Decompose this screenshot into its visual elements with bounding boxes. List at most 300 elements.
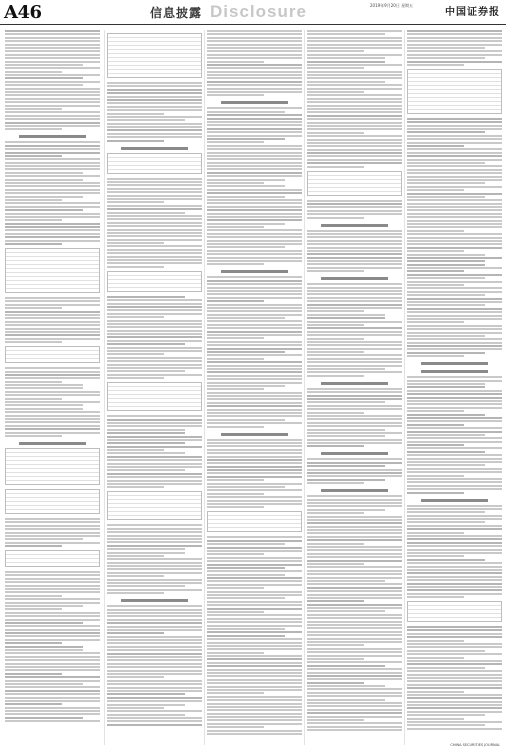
text-line [107,524,202,526]
text-line [407,315,502,317]
text-line [207,638,302,640]
text-line [307,398,402,400]
text-line [107,215,202,217]
text-line [207,257,302,259]
text-line [5,632,100,634]
text-line [407,206,502,208]
text-line [107,367,202,369]
text-line [407,593,502,595]
table-row [108,74,201,77]
text-line [307,54,402,56]
text-line [207,199,302,201]
data-table [107,491,202,520]
text-line [407,721,502,723]
text-line [307,429,385,431]
text-line [407,237,502,239]
text-line [307,260,402,262]
text-line [107,446,202,448]
text-line [107,589,202,591]
section-heading [221,433,288,436]
text-line [5,669,100,671]
data-table [407,601,502,622]
text-line [307,495,402,497]
text-line [407,481,502,483]
text-line [107,592,164,594]
text-line [407,485,502,487]
text-line [407,636,502,638]
text-line [5,381,62,383]
text-line [207,594,302,596]
table-row [6,510,99,513]
text-line [5,377,100,379]
text-line [107,558,202,560]
text-line [107,531,202,533]
text-line [207,452,302,454]
text-line [407,471,502,473]
text-line [107,552,185,554]
text-line [5,33,100,35]
text-line [5,710,100,712]
text-line [5,707,100,709]
text-line [5,408,83,410]
text-line [307,304,402,306]
text-line [307,627,402,629]
text-line [107,330,202,332]
text-line [307,570,402,572]
text-line [107,109,202,111]
text-line [407,196,485,198]
text-line [107,717,202,719]
text-line [207,300,264,302]
text-line [207,553,264,555]
text-line [5,619,100,621]
text-line [207,713,302,715]
text-line [307,236,402,238]
text-line [107,266,164,268]
text-line [5,686,100,688]
text-line [107,568,202,570]
text-line [307,479,385,481]
text-line [5,338,100,340]
text-line [407,434,485,436]
text-line [307,283,402,285]
text-line [207,543,285,545]
text-line [207,54,302,56]
text-line [307,648,402,650]
text-line [307,74,402,76]
text-line [207,540,302,542]
text-line [307,519,402,521]
text-line [207,703,302,705]
text-line [5,40,100,42]
text-line [407,376,502,378]
text-line [307,432,402,434]
text-line [307,142,402,144]
text-line [307,631,402,633]
text-line [207,658,302,660]
text-line [407,626,502,628]
text-line [207,165,302,167]
text-line [307,139,402,141]
text-line [407,464,485,466]
data-table [107,33,202,78]
text-line [407,355,464,357]
text-line [207,61,264,63]
text-line [407,677,502,679]
text-line [5,595,62,597]
text-line [5,629,100,631]
text-line [207,162,302,164]
text-line [107,459,202,461]
text-line [207,378,302,380]
text-line [207,462,302,464]
text-line [307,30,402,32]
text-line [407,125,502,127]
text-line [307,705,402,707]
text-line [107,360,202,362]
text-line [207,179,285,181]
text-line [207,489,302,491]
text-line [407,118,502,120]
text-line [107,442,185,444]
text-line [407,538,502,540]
column-divider [204,30,205,745]
text-line [307,472,402,474]
text-line [207,30,302,32]
text-line [307,458,402,460]
text-line [5,209,83,211]
text-line [207,618,302,620]
text-line [407,586,502,588]
text-line [307,560,402,562]
text-line [107,704,185,706]
text-line [307,327,402,329]
text-line [307,368,385,370]
text-line [5,697,100,699]
text-line [307,658,364,660]
text-line [207,121,302,123]
text-line [107,724,202,726]
text-line [307,98,402,100]
text-line [407,264,485,266]
text-line [5,642,62,644]
text-line [207,287,302,289]
text-line [307,334,402,336]
text-line [5,304,100,306]
text-line [407,186,502,188]
text-line [107,353,164,355]
table-row [6,289,99,292]
text-line [207,567,285,569]
text-line [107,653,202,655]
text-line [207,226,264,228]
text-line [307,50,364,52]
text-line [407,348,502,350]
text-line [5,223,100,225]
text-line [107,316,164,318]
text-line [307,587,402,589]
newspaper-logo: 中国证券报 [445,7,500,18]
text-line [407,718,464,720]
page-footer: CHINA SECURITIES JOURNAL [450,743,500,747]
text-line [5,622,83,624]
text-line [107,582,202,584]
text-line [307,475,402,477]
text-line [207,733,302,735]
section-heading [221,101,288,104]
text-line [107,239,202,241]
text-line [107,707,164,709]
text-line [5,384,83,386]
column-divider [404,30,405,745]
text-line [5,125,100,127]
text-line [307,597,402,599]
text-line [307,135,402,137]
text-line [407,528,502,530]
text-line [407,403,502,405]
text-line [407,37,502,39]
text-line [5,158,100,160]
text-line [5,74,100,76]
text-line [407,61,502,63]
text-line [5,700,100,702]
text-line [5,666,100,668]
text-line [307,344,402,346]
text-line [207,145,302,147]
text-line [307,675,402,677]
text-line [207,584,302,586]
text-line [307,678,402,680]
text-line [407,298,502,300]
masthead [0,0,506,25]
text-line [207,580,302,582]
text-line [307,341,402,343]
text-line [407,447,502,449]
text-line [207,223,285,225]
text-line [307,465,385,467]
text-line [5,145,100,147]
text-line [407,386,485,388]
text-line [407,663,502,665]
text-line [107,666,202,668]
text-line [307,149,402,151]
text-line [407,505,502,507]
text-line [407,131,485,133]
text-line [207,304,302,306]
text-line [407,284,464,286]
text-line [107,687,202,689]
text-line [307,655,402,657]
text-line [5,608,62,610]
text-line [207,500,302,502]
text-line [207,88,302,90]
text-line [107,555,164,557]
text-line [207,493,264,495]
text-line [307,556,402,558]
text-line [107,313,202,315]
text-line [307,307,402,309]
text-line [307,482,364,484]
text-line [5,206,100,208]
text-line [5,98,100,100]
text-line [407,30,502,32]
text-line [307,348,402,350]
text-line [5,321,100,323]
text-line [407,267,502,269]
text-line [407,420,502,422]
text-line [107,296,185,298]
text-line [407,254,485,256]
text-line [307,263,402,265]
text-line [307,314,385,316]
text-line [5,328,100,330]
text-line [407,475,464,477]
text-line [5,387,83,389]
text-line [307,505,402,507]
text-line [207,344,302,346]
text-line [407,701,502,703]
text-line [207,331,302,333]
text-line [307,512,364,514]
text-line [5,428,100,430]
text-line [207,107,302,109]
text-line [307,665,385,667]
data-table [5,489,100,514]
data-table [407,69,502,114]
text-line [207,415,302,417]
text-line [107,222,202,224]
text-line [5,435,62,437]
text-line [307,122,402,124]
text-line [107,377,164,379]
text-line [307,422,402,424]
text-line [5,535,100,537]
text-line [107,119,185,121]
text-line [307,250,402,252]
text-line [307,692,402,694]
text-line [207,699,302,701]
text-line [5,415,100,417]
data-table [107,382,202,411]
text-line [407,458,502,460]
article-column-1 [5,30,100,724]
text-line [207,611,264,613]
text-line [407,451,485,453]
text-line [5,105,100,107]
text-line [407,383,485,385]
text-line [207,730,302,732]
text-line [207,135,302,137]
table-row [108,516,201,519]
section-heading [321,452,388,455]
text-line [107,609,202,611]
text-line [407,135,502,137]
text-line [207,155,302,157]
text-line [307,270,364,272]
text-line [307,71,402,73]
text-line [407,562,502,564]
text-line [207,365,302,367]
text-line [5,162,100,164]
text-line [107,245,202,247]
text-line [307,672,402,674]
text-line [407,650,485,652]
text-line [5,585,100,587]
text-line [307,699,385,701]
text-line [107,89,202,91]
text-line [407,203,502,205]
text-line [307,412,364,414]
text-line [207,398,302,400]
text-line [307,624,402,626]
text-line [307,33,385,35]
text-line [407,488,502,490]
text-line [307,155,402,157]
text-line [307,688,402,690]
text-line [207,196,285,198]
text-line [107,106,202,108]
text-line [107,690,202,692]
text-line [107,422,202,424]
text-line [407,328,502,330]
text-line [207,496,302,498]
text-line [5,615,100,617]
text-line [307,200,402,202]
text-line [107,541,202,543]
text-line [307,600,364,602]
text-line [5,168,100,170]
text-line [207,114,302,116]
text-line [5,545,62,547]
text-line [207,709,302,711]
text-line [207,604,302,606]
text-line [5,233,100,235]
table-row [308,192,401,195]
text-line [407,410,464,412]
text-line [307,563,364,565]
text-line [407,515,502,517]
table-row [6,481,99,484]
section-heading [321,489,388,492]
text-line [207,662,302,664]
text-line [5,717,83,719]
text-line [407,165,502,167]
text-line [407,142,502,144]
text-line [107,323,202,325]
text-line [407,179,502,181]
text-line [407,576,502,578]
text-line [307,101,402,103]
text-line [307,118,402,120]
text-line [407,57,485,59]
text-line [407,552,502,554]
text-line [107,181,202,183]
text-line [407,172,502,174]
text-line [5,331,100,333]
text-line [407,694,502,696]
text-line [207,192,302,194]
text-line [307,415,402,417]
text-line [107,198,202,200]
text-line [407,521,485,523]
data-table [5,248,100,293]
text-line [307,115,402,117]
text-line [207,426,264,428]
text-line [307,210,402,212]
text-line [107,252,202,254]
text-line [207,696,302,698]
text-line [107,129,202,131]
